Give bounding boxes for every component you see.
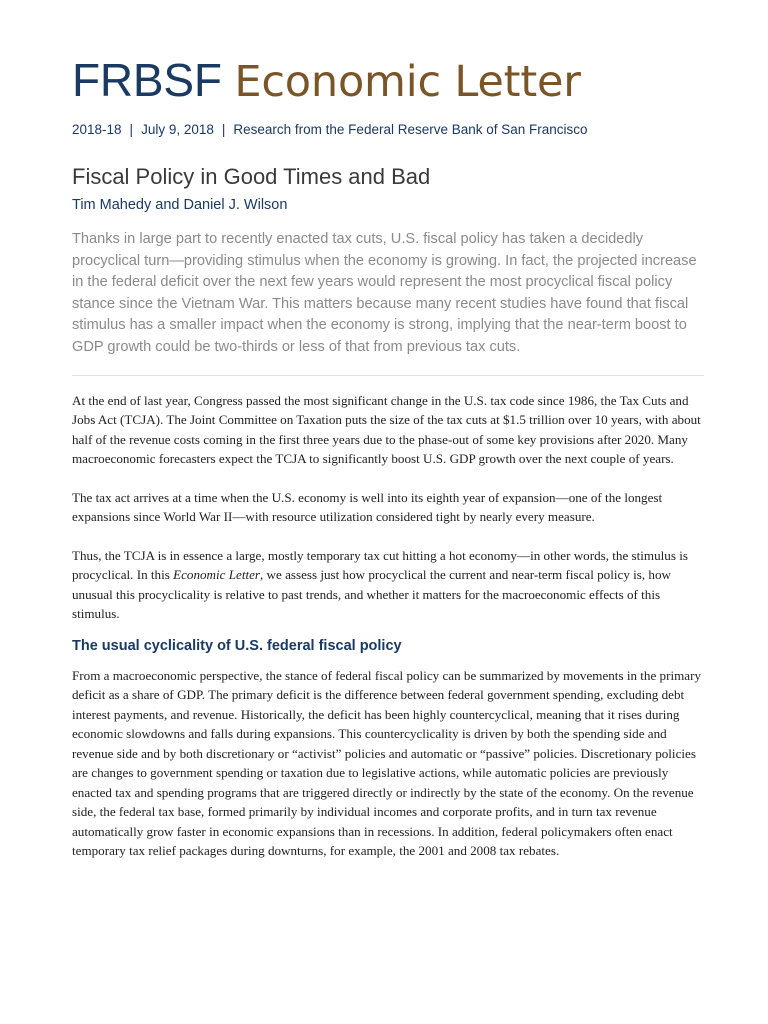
body-paragraph	[72, 546, 704, 624]
paragraph-text: Thus, the TCJA is in essence a large, mostly temporary tax cut hitting a hot economy—in other words, the stimulus is procyclical. In this	[72, 547, 688, 583]
masthead-brand: FRBSF	[72, 54, 222, 106]
letter-page	[72, 0, 704, 861]
article-abstract: Thanks in large part to recently enacted tax cuts, U.S. fiscal policy has taken a decidedly procyclical turn—providing stimulus when the economy is growing. In fact, the projected increase in the federal deficit over the next few years would represent the most procyclical fiscal policy stance since the Vietnam War. This matters because many recent studies have found that fiscal stimulus has a smaller impact when the economy is strong, implying that the near-term boost to GDP growth could be two-thirds or less of that from previous tax cuts.	[72, 231, 697, 355]
article-authors[interactable]: Tim Mahedy and Daniel J. Wilson	[72, 197, 288, 213]
masthead	[72, 52, 704, 110]
section-heading: The usual cyclicality of U.S. federal fiscal policy	[72, 637, 402, 654]
body-paragraph: At the end of last year, Congress passed the most significant change in the U.S. tax code since 1986, the Tax Cuts and Jobs Act (TCJA). The Joint Committee on Taxation puts the size of the tax cuts at $1.5 trillion over 10 years, with about half of the revenue costs coming in the first three years due to the phase-out of some key provisions after 2020. Many macroeconomic forecasters expect the TCJA to significantly boost U.S. GDP growth over the next couple of years.	[72, 392, 701, 467]
divider	[72, 375, 704, 376]
letter-source: Research from the Federal Reserve Bank of San Francisco	[233, 122, 588, 137]
letter-date: July 9, 2018	[141, 122, 214, 137]
body-paragraph: From a macroeconomic perspective, the stance of federal fiscal policy can be summarized by movements in the primary deficit as a share of GDP. The primary deficit is the difference between federal government spending, excluding debt interest payments, and revenue. Historically, the deficit has been highly countercyclical, meaning that it rises during economic slowdowns and falls during expansions. This countercyclicality is driven by both the spending side and revenue side and by both discretionary or “activist” policies and automatic or “passive” policies. Discretionary policies are changes to government spending or taxation due to legislative actions, while automatic policies are previously enacted tax and spending programs that are triggered directly or indirectly by the state of the economy. On the revenue side, the federal tax base, formed primarily by individual incomes and corporate profits, and in turn tax revenue automatically grow faster in economic expansions than in recessions. In addition, federal policymakers often enact temporary tax relief packages during downturns, for example, the 2001 and 2008 tax rebates.	[72, 667, 701, 859]
article-title: Fiscal Policy in Good Times and Bad	[72, 164, 431, 189]
meta-separator: |	[221, 122, 226, 137]
paragraph-text: , we assess just how procyclical the current and near-term fiscal policy is, how unusual this procyclicality is relative to past trends, and whether it matters for the macroeconomic effects of this stimulus.	[72, 567, 671, 622]
publication-name-italic: Economic Letter	[173, 567, 260, 583]
letter-number: 2018-18	[72, 122, 122, 137]
letter-meta	[72, 122, 704, 137]
masthead-publication: Economic Letter	[234, 57, 581, 107]
meta-separator: |	[129, 122, 134, 137]
body-paragraph: The tax act arrives at a time when the U.S. economy is well into its eighth year of expansion—one of the longest expansions since World War II—with resource utilization considered tight by nearly every measure.	[72, 489, 663, 525]
